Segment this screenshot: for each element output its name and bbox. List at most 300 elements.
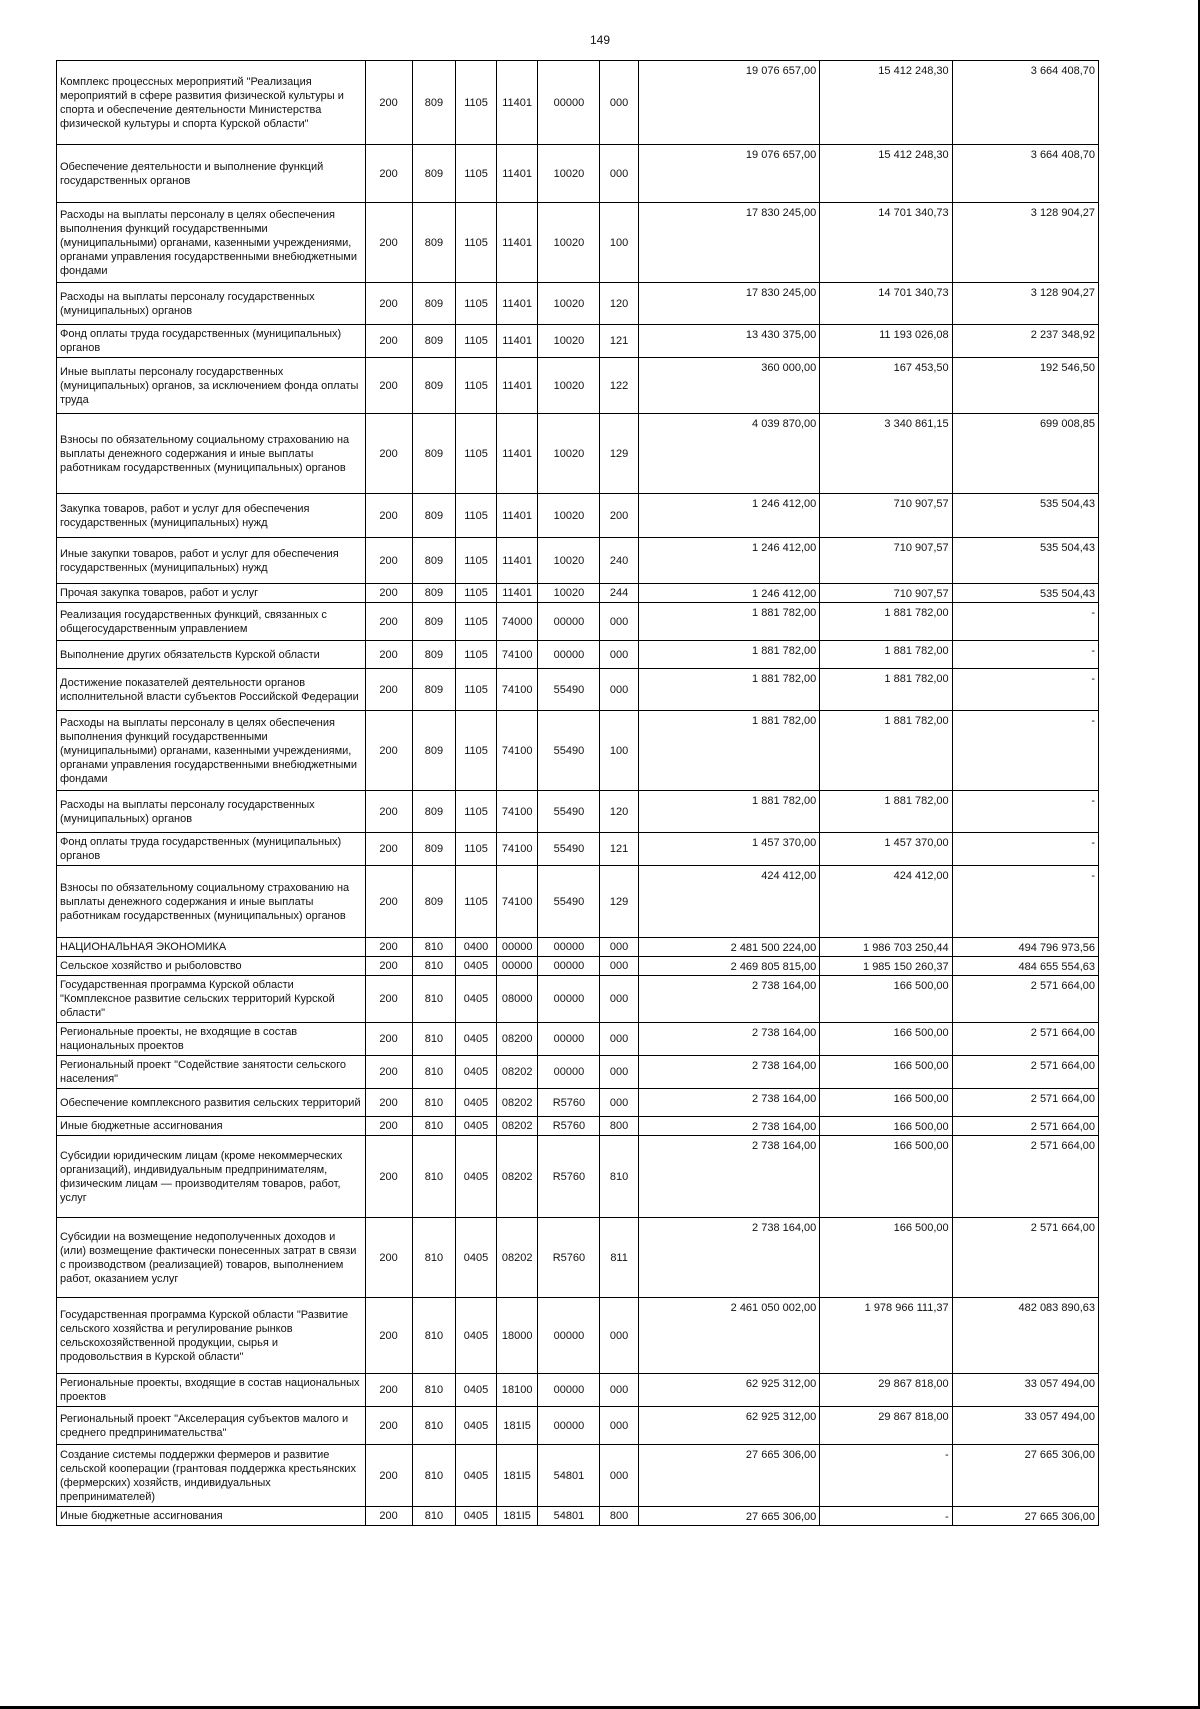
code-cell-program: 74100	[496, 833, 538, 866]
code-cell-program: 181I5	[496, 1407, 538, 1445]
code-cell-direction: 10020	[538, 283, 600, 325]
code-cell-ministry: 810	[412, 1089, 456, 1117]
code-cell-ministry: 810	[412, 1298, 456, 1374]
amount-cell-assigned: 19 076 657,00	[638, 61, 819, 145]
code-cell-section: 1105	[456, 641, 497, 669]
amount-cell-executed: 1 881 782,00	[820, 641, 952, 669]
code-cell-expense-type: 000	[600, 603, 638, 641]
row-name-cell: Государственная программа Курской области "Комплексное развитие сельских территорий Курской области"	[57, 976, 366, 1023]
table-row	[57, 325, 1099, 358]
code-cell-section: 1105	[456, 711, 497, 791]
amount-cell-remaining: 484 655 554,63	[952, 957, 1098, 976]
row-name-cell: Иные бюджетные ассигнования	[57, 1117, 366, 1136]
code-cell-program: 11401	[496, 283, 538, 325]
code-cell-program: 11401	[496, 494, 538, 538]
amount-cell-remaining: 2 571 664,00	[952, 1023, 1098, 1056]
code-cell-direction: 00000	[538, 1407, 600, 1445]
code-cell-admin: 200	[365, 538, 412, 584]
code-cell-ministry: 809	[412, 325, 456, 358]
code-cell-expense-type: 000	[600, 1056, 638, 1089]
table-row	[57, 976, 1099, 1023]
code-cell-direction: 10020	[538, 145, 600, 203]
table-row	[57, 866, 1099, 938]
amount-cell-remaining: -	[952, 833, 1098, 866]
table-row	[57, 358, 1099, 414]
code-cell-section: 0405	[456, 1136, 497, 1218]
code-cell-section: 0405	[456, 976, 497, 1023]
amount-cell-remaining: 2 571 664,00	[952, 1089, 1098, 1117]
code-cell-expense-type: 811	[600, 1218, 638, 1298]
row-name-cell: Иные выплаты персоналу государственных (муниципальных) органов, за исключением фонда оплаты труда	[57, 358, 366, 414]
table-row	[57, 414, 1099, 494]
code-cell-expense-type: 810	[600, 1136, 638, 1218]
amount-cell-assigned: 1 881 782,00	[638, 791, 819, 833]
table-row	[57, 957, 1099, 976]
amount-cell-assigned: 1 246 412,00	[638, 538, 819, 584]
amount-cell-assigned: 2 738 164,00	[638, 1023, 819, 1056]
code-cell-direction: 55490	[538, 833, 600, 866]
code-cell-admin: 200	[365, 1136, 412, 1218]
code-cell-program: 11401	[496, 414, 538, 494]
code-cell-program: 08200	[496, 1023, 538, 1056]
code-cell-section: 0400	[456, 938, 497, 957]
code-cell-ministry: 809	[412, 603, 456, 641]
code-cell-section: 1105	[456, 203, 497, 283]
table-row	[57, 1507, 1099, 1526]
amount-cell-executed: 29 867 818,00	[820, 1374, 952, 1407]
amount-cell-assigned: 2 738 164,00	[638, 1218, 819, 1298]
amount-cell-assigned: 2 738 164,00	[638, 1136, 819, 1218]
code-cell-direction: 10020	[538, 494, 600, 538]
amount-cell-remaining: 3 664 408,70	[952, 145, 1098, 203]
amount-cell-assigned: 1 457 370,00	[638, 833, 819, 866]
amount-cell-remaining: 535 504,43	[952, 538, 1098, 584]
code-cell-expense-type: 000	[600, 957, 638, 976]
code-cell-section: 1105	[456, 538, 497, 584]
amount-cell-executed: 1 881 782,00	[820, 711, 952, 791]
code-cell-program: 08202	[496, 1136, 538, 1218]
code-cell-admin: 200	[365, 1117, 412, 1136]
row-name-cell: Выполнение других обязательств Курской области	[57, 641, 366, 669]
code-cell-ministry: 809	[412, 669, 456, 711]
amount-cell-executed: 1 881 782,00	[820, 669, 952, 711]
amount-cell-assigned: 13 430 375,00	[638, 325, 819, 358]
row-name-cell: НАЦИОНАЛЬНАЯ ЭКОНОМИКА	[57, 938, 366, 957]
code-cell-program: 18100	[496, 1374, 538, 1407]
table-row	[57, 1374, 1099, 1407]
code-cell-direction: 55490	[538, 669, 600, 711]
amount-cell-executed: 1 881 782,00	[820, 791, 952, 833]
amount-cell-assigned: 1 246 412,00	[638, 494, 819, 538]
code-cell-admin: 200	[365, 1218, 412, 1298]
table-row	[57, 1089, 1099, 1117]
row-name-cell: Прочая закупка товаров, работ и услуг	[57, 584, 366, 603]
table-body	[57, 61, 1099, 1526]
amount-cell-assigned: 2 461 050 002,00	[638, 1298, 819, 1374]
code-cell-ministry: 810	[412, 1056, 456, 1089]
row-name-cell: Реализация государственных функций, связанных с общегосударственным управлением	[57, 603, 366, 641]
code-cell-admin: 200	[365, 358, 412, 414]
amount-cell-executed: 11 193 026,08	[820, 325, 952, 358]
code-cell-ministry: 810	[412, 1136, 456, 1218]
amount-cell-remaining: 33 057 494,00	[952, 1407, 1098, 1445]
code-cell-section: 0405	[456, 1218, 497, 1298]
row-name-cell: Закупка товаров, работ и услуг для обеспечения государственных (муниципальных) нужд	[57, 494, 366, 538]
code-cell-program: 74100	[496, 791, 538, 833]
code-cell-admin: 200	[365, 833, 412, 866]
table-row	[57, 1445, 1099, 1507]
amount-cell-assigned: 2 738 164,00	[638, 976, 819, 1023]
code-cell-direction: R5760	[538, 1218, 600, 1298]
code-cell-ministry: 809	[412, 866, 456, 938]
amount-cell-executed: 166 500,00	[820, 1023, 952, 1056]
amount-cell-executed: 15 412 248,30	[820, 61, 952, 145]
table-row	[57, 711, 1099, 791]
code-cell-ministry: 809	[412, 791, 456, 833]
code-cell-expense-type: 800	[600, 1507, 638, 1526]
table-row	[57, 1023, 1099, 1056]
code-cell-direction: 00000	[538, 1023, 600, 1056]
code-cell-admin: 200	[365, 145, 412, 203]
code-cell-ministry: 809	[412, 584, 456, 603]
code-cell-direction: 55490	[538, 866, 600, 938]
code-cell-ministry: 809	[412, 414, 456, 494]
code-cell-expense-type: 000	[600, 669, 638, 711]
code-cell-direction: 00000	[538, 938, 600, 957]
budget-table	[56, 60, 1099, 1526]
amount-cell-remaining: 3 128 904,27	[952, 203, 1098, 283]
row-name-cell: Фонд оплаты труда государственных (муниципальных) органов	[57, 833, 366, 866]
code-cell-ministry: 809	[412, 358, 456, 414]
amount-cell-remaining: 2 237 348,92	[952, 325, 1098, 358]
amount-cell-executed: -	[820, 1507, 952, 1526]
table-row	[57, 833, 1099, 866]
row-name-cell: Достижение показателей деятельности органов исполнительной власти субъектов Российской Федерации	[57, 669, 366, 711]
code-cell-direction: 54801	[538, 1445, 600, 1507]
amount-cell-assigned: 1 881 782,00	[638, 603, 819, 641]
code-cell-expense-type: 240	[600, 538, 638, 584]
code-cell-section: 0405	[456, 1298, 497, 1374]
code-cell-admin: 200	[365, 325, 412, 358]
row-name-cell: Взносы по обязательному социальному страхованию на выплаты денежного содержания и иные выплаты работникам государственных (муниципальных) органов	[57, 414, 366, 494]
amount-cell-executed: 1 881 782,00	[820, 603, 952, 641]
code-cell-admin: 200	[365, 1089, 412, 1117]
code-cell-direction: 00000	[538, 1298, 600, 1374]
amount-cell-remaining: 2 571 664,00	[952, 1136, 1098, 1218]
code-cell-section: 1105	[456, 358, 497, 414]
code-cell-direction: 00000	[538, 1374, 600, 1407]
code-cell-program: 181I5	[496, 1445, 538, 1507]
code-cell-direction: 55490	[538, 711, 600, 791]
code-cell-direction: 00000	[538, 61, 600, 145]
code-cell-program: 08202	[496, 1117, 538, 1136]
code-cell-program: 181I5	[496, 1507, 538, 1526]
code-cell-ministry: 810	[412, 938, 456, 957]
code-cell-direction: 55490	[538, 791, 600, 833]
code-cell-program: 11401	[496, 584, 538, 603]
code-cell-ministry: 810	[412, 957, 456, 976]
code-cell-program: 18000	[496, 1298, 538, 1374]
amount-cell-executed: 3 340 861,15	[820, 414, 952, 494]
code-cell-program: 11401	[496, 538, 538, 584]
amount-cell-executed: 166 500,00	[820, 1056, 952, 1089]
amount-cell-remaining: 482 083 890,63	[952, 1298, 1098, 1374]
code-cell-direction: 10020	[538, 414, 600, 494]
amount-cell-assigned: 4 039 870,00	[638, 414, 819, 494]
amount-cell-executed: 710 907,57	[820, 494, 952, 538]
amount-cell-remaining: 27 665 306,00	[952, 1507, 1098, 1526]
row-name-cell: Расходы на выплаты персоналу в целях обеспечения выполнения функций государственными (муниципальными) органами, казенными учреждениями, органами управления государственными внебюджетными фондами	[57, 711, 366, 791]
code-cell-section: 0405	[456, 1407, 497, 1445]
code-cell-expense-type: 244	[600, 584, 638, 603]
amount-cell-executed: 710 907,57	[820, 584, 952, 603]
code-cell-section: 0405	[456, 1056, 497, 1089]
code-cell-program: 74100	[496, 669, 538, 711]
code-cell-ministry: 809	[412, 61, 456, 145]
code-cell-ministry: 810	[412, 1374, 456, 1407]
code-cell-expense-type: 100	[600, 711, 638, 791]
code-cell-section: 1105	[456, 325, 497, 358]
row-name-cell: Сельское хозяйство и рыболовство	[57, 957, 366, 976]
table-row	[57, 203, 1099, 283]
table-row	[57, 61, 1099, 145]
amount-cell-assigned: 2 738 164,00	[638, 1117, 819, 1136]
code-cell-admin: 200	[365, 1023, 412, 1056]
code-cell-direction: 54801	[538, 1507, 600, 1526]
amount-cell-executed: 1 985 150 260,37	[820, 957, 952, 976]
amount-cell-executed: 29 867 818,00	[820, 1407, 952, 1445]
code-cell-ministry: 809	[412, 283, 456, 325]
code-cell-section: 1105	[456, 283, 497, 325]
code-cell-admin: 200	[365, 976, 412, 1023]
amount-cell-remaining: 192 546,50	[952, 358, 1098, 414]
row-name-cell: Региональный проект "Содействие занятости сельского населения"	[57, 1056, 366, 1089]
code-cell-expense-type: 100	[600, 203, 638, 283]
code-cell-ministry: 810	[412, 1445, 456, 1507]
row-name-cell: Расходы на выплаты персоналу государственных (муниципальных) органов	[57, 791, 366, 833]
row-name-cell: Взносы по обязательному социальному страхованию на выплаты денежного содержания и иные выплаты работникам государственных (муниципальных) органов	[57, 866, 366, 938]
code-cell-ministry: 809	[412, 203, 456, 283]
row-name-cell: Субсидии на возмещение недополученных доходов и (или) возмещение фактически понесенных затрат в связи с производством (реализацией) товаров, выполнением работ, оказанием услуг	[57, 1218, 366, 1298]
code-cell-expense-type: 200	[600, 494, 638, 538]
row-name-cell: Создание системы поддержки фермеров и развитие сельской кооперации (грантовая поддержка крестьянских (фермерских) хозяйств, индивидуальных препринимателей)	[57, 1445, 366, 1507]
code-cell-admin: 200	[365, 791, 412, 833]
amount-cell-executed: 166 500,00	[820, 1089, 952, 1117]
code-cell-admin: 200	[365, 1056, 412, 1089]
code-cell-admin: 200	[365, 203, 412, 283]
code-cell-expense-type: 122	[600, 358, 638, 414]
amount-cell-executed: 166 500,00	[820, 1117, 952, 1136]
row-name-cell: Региональные проекты, входящие в состав национальных проектов	[57, 1374, 366, 1407]
code-cell-direction: 00000	[538, 976, 600, 1023]
table-row	[57, 1117, 1099, 1136]
code-cell-direction: R5760	[538, 1089, 600, 1117]
amount-cell-assigned: 27 665 306,00	[638, 1507, 819, 1526]
amount-cell-assigned: 2 469 805 815,00	[638, 957, 819, 976]
amount-cell-assigned: 1 881 782,00	[638, 641, 819, 669]
code-cell-program: 11401	[496, 61, 538, 145]
code-cell-section: 1105	[456, 866, 497, 938]
row-name-cell: Иные закупки товаров, работ и услуг для обеспечения государственных (муниципальных) нужд	[57, 538, 366, 584]
amount-cell-executed: 1 457 370,00	[820, 833, 952, 866]
amount-cell-remaining: 2 571 664,00	[952, 1218, 1098, 1298]
code-cell-direction: 00000	[538, 1056, 600, 1089]
code-cell-section: 1105	[456, 791, 497, 833]
amount-cell-executed: 710 907,57	[820, 538, 952, 584]
code-cell-expense-type: 000	[600, 641, 638, 669]
amount-cell-remaining: 3 664 408,70	[952, 61, 1098, 145]
code-cell-section: 1105	[456, 669, 497, 711]
table-row	[57, 145, 1099, 203]
table-row	[57, 1407, 1099, 1445]
amount-cell-remaining: -	[952, 641, 1098, 669]
amount-cell-assigned: 424 412,00	[638, 866, 819, 938]
code-cell-section: 0405	[456, 1507, 497, 1526]
code-cell-section: 1105	[456, 494, 497, 538]
code-cell-program: 11401	[496, 203, 538, 283]
code-cell-program: 74100	[496, 641, 538, 669]
amount-cell-remaining: 2 571 664,00	[952, 976, 1098, 1023]
code-cell-program: 08202	[496, 1218, 538, 1298]
code-cell-section: 0405	[456, 1374, 497, 1407]
code-cell-admin: 200	[365, 494, 412, 538]
code-cell-ministry: 810	[412, 1023, 456, 1056]
amount-cell-remaining: 27 665 306,00	[952, 1445, 1098, 1507]
code-cell-expense-type: 000	[600, 1407, 638, 1445]
code-cell-admin: 200	[365, 957, 412, 976]
amount-cell-remaining: -	[952, 603, 1098, 641]
row-name-cell: Иные бюджетные ассигнования	[57, 1507, 366, 1526]
code-cell-admin: 200	[365, 61, 412, 145]
budget-table-container	[56, 60, 1099, 1526]
code-cell-program: 08000	[496, 976, 538, 1023]
amount-cell-executed: 1 978 966 111,37	[820, 1298, 952, 1374]
amount-cell-assigned: 62 925 312,00	[638, 1374, 819, 1407]
page-number: 149	[589, 33, 611, 47]
code-cell-direction: 10020	[538, 584, 600, 603]
code-cell-admin: 200	[365, 938, 412, 957]
table-row	[57, 283, 1099, 325]
amount-cell-assigned: 17 830 245,00	[638, 283, 819, 325]
code-cell-program: 74000	[496, 603, 538, 641]
code-cell-expense-type: 121	[600, 325, 638, 358]
amount-cell-executed: 166 500,00	[820, 1218, 952, 1298]
code-cell-expense-type: 129	[600, 414, 638, 494]
row-name-cell: Региональный проект "Акселерация субъектов малого и среднего предпринимательства"	[57, 1407, 366, 1445]
amount-cell-assigned: 62 925 312,00	[638, 1407, 819, 1445]
code-cell-expense-type: 120	[600, 791, 638, 833]
code-cell-program: 11401	[496, 145, 538, 203]
code-cell-expense-type: 000	[600, 1298, 638, 1374]
code-cell-expense-type: 000	[600, 1374, 638, 1407]
code-cell-section: 1105	[456, 61, 497, 145]
row-name-cell: Государственная программа Курской области "Развитие сельского хозяйства и регулирование рынков сельскохозяйственной продукции, сырья и продовольствия в Курской области"	[57, 1298, 366, 1374]
amount-cell-assigned: 1 881 782,00	[638, 669, 819, 711]
table-row	[57, 603, 1099, 641]
amount-cell-executed: 166 500,00	[820, 976, 952, 1023]
amount-cell-assigned: 17 830 245,00	[638, 203, 819, 283]
amount-cell-remaining: 2 571 664,00	[952, 1117, 1098, 1136]
code-cell-ministry: 810	[412, 976, 456, 1023]
code-cell-section: 1105	[456, 833, 497, 866]
code-cell-ministry: 809	[412, 538, 456, 584]
amount-cell-assigned: 1 246 412,00	[638, 584, 819, 603]
code-cell-program: 08202	[496, 1056, 538, 1089]
code-cell-admin: 200	[365, 584, 412, 603]
code-cell-expense-type: 000	[600, 1445, 638, 1507]
amount-cell-remaining: -	[952, 669, 1098, 711]
code-cell-program: 08202	[496, 1089, 538, 1117]
code-cell-admin: 200	[365, 1374, 412, 1407]
code-cell-ministry: 809	[412, 833, 456, 866]
table-row	[57, 641, 1099, 669]
row-name-cell: Комплекс процессных мероприятий "Реализация мероприятий в сфере развития физической культуры и спорта и обеспечение деятельности Министерства физической культуры и спорта Курской области"	[57, 61, 366, 145]
code-cell-ministry: 809	[412, 641, 456, 669]
code-cell-admin: 200	[365, 1298, 412, 1374]
code-cell-expense-type: 000	[600, 145, 638, 203]
code-cell-direction: 00000	[538, 641, 600, 669]
code-cell-ministry: 809	[412, 145, 456, 203]
amount-cell-executed: 167 453,50	[820, 358, 952, 414]
code-cell-admin: 200	[365, 711, 412, 791]
code-cell-section: 0405	[456, 1117, 497, 1136]
row-name-cell: Расходы на выплаты персоналу в целях обеспечения выполнения функций государственными (муниципальными) органами, казенными учреждениями, органами управления государственными внебюджетными фондами	[57, 203, 366, 283]
amount-cell-assigned: 2 738 164,00	[638, 1056, 819, 1089]
row-name-cell: Региональные проекты, не входящие в состав национальных проектов	[57, 1023, 366, 1056]
amount-cell-assigned: 2 738 164,00	[638, 1089, 819, 1117]
amount-cell-executed: -	[820, 1445, 952, 1507]
code-cell-ministry: 810	[412, 1117, 456, 1136]
amount-cell-executed: 14 701 340,73	[820, 283, 952, 325]
code-cell-section: 0405	[456, 1089, 497, 1117]
amount-cell-remaining: 33 057 494,00	[952, 1374, 1098, 1407]
amount-cell-executed: 15 412 248,30	[820, 145, 952, 203]
code-cell-expense-type: 000	[600, 61, 638, 145]
table-row	[57, 1136, 1099, 1218]
amount-cell-remaining: 3 128 904,27	[952, 283, 1098, 325]
row-name-cell: Обеспечение комплексного развития сельских территорий	[57, 1089, 366, 1117]
table-row	[57, 584, 1099, 603]
amount-cell-assigned: 2 481 500 224,00	[638, 938, 819, 957]
code-cell-admin: 200	[365, 283, 412, 325]
table-row	[57, 538, 1099, 584]
code-cell-ministry: 810	[412, 1507, 456, 1526]
amount-cell-executed: 424 412,00	[820, 866, 952, 938]
code-cell-admin: 200	[365, 1445, 412, 1507]
code-cell-section: 1105	[456, 603, 497, 641]
code-cell-section: 1105	[456, 584, 497, 603]
amount-cell-remaining: -	[952, 711, 1098, 791]
code-cell-ministry: 809	[412, 494, 456, 538]
code-cell-admin: 200	[365, 641, 412, 669]
row-name-cell: Субсидии юридическим лицам (кроме некоммерческих организаций), индивидуальным предпринимателям, физическим лицам — производителям товаров, работ, услуг	[57, 1136, 366, 1218]
code-cell-admin: 200	[365, 414, 412, 494]
amount-cell-assigned: 1 881 782,00	[638, 711, 819, 791]
code-cell-expense-type: 000	[600, 1089, 638, 1117]
row-name-cell: Расходы на выплаты персоналу государственных (муниципальных) органов	[57, 283, 366, 325]
code-cell-ministry: 810	[412, 1218, 456, 1298]
amount-cell-assigned: 360 000,00	[638, 358, 819, 414]
code-cell-section: 1105	[456, 414, 497, 494]
table-row	[57, 938, 1099, 957]
code-cell-expense-type: 120	[600, 283, 638, 325]
table-row	[57, 1056, 1099, 1089]
code-cell-program: 11401	[496, 358, 538, 414]
code-cell-program: 00000	[496, 957, 538, 976]
code-cell-direction: 10020	[538, 325, 600, 358]
amount-cell-assigned: 19 076 657,00	[638, 145, 819, 203]
code-cell-ministry: 810	[412, 1407, 456, 1445]
